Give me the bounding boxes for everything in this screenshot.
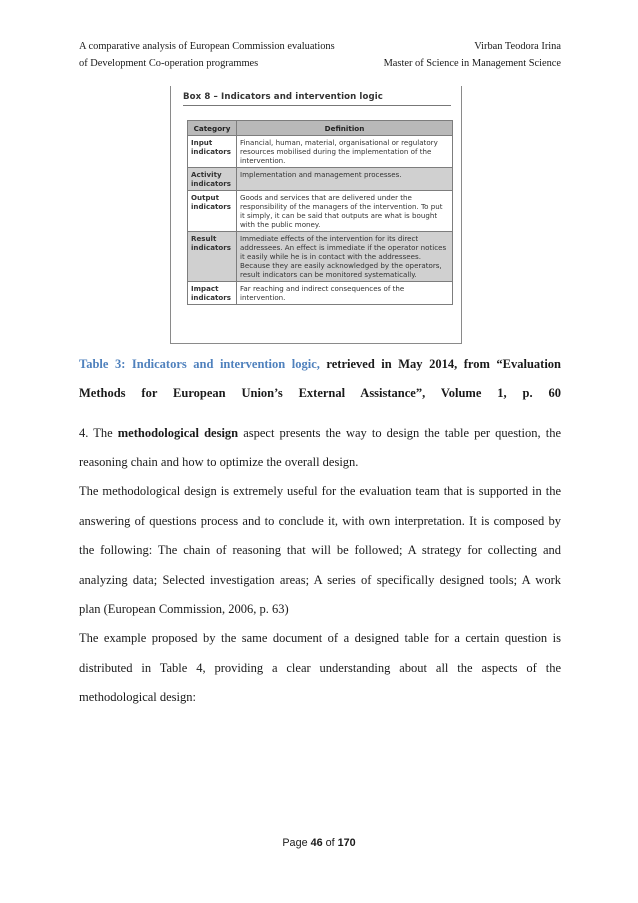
header-title-line1: A comparative analysis of European Commission evaluations — [79, 41, 335, 52]
category-cell — [188, 168, 237, 191]
table-caption-line1 — [79, 357, 561, 372]
paragraph-3-line1: The example proposed by the same document of a designed table for a certain question is — [79, 631, 561, 645]
definition-cell — [237, 191, 453, 232]
paragraph-2-line1: The methodological design is extremely useful for the evaluation team that is supported in the — [79, 484, 561, 498]
definition-text: Immediate effects of the intervention for its direct — [240, 234, 419, 243]
definition-cell — [237, 282, 453, 305]
paragraph-2-line2: answering of questions process and to conclude it, with own interpretation. It is composed by — [79, 514, 561, 528]
paragraph-3-line2: distributed in Table 4, providing a clear understanding about all the aspects of the — [79, 661, 561, 675]
definition-text: responsibility of the managers of the intervention. To put — [240, 202, 443, 211]
definition-text: intervention. — [240, 293, 286, 302]
definition-text: addressees. An effect is immediate if the operator notices — [240, 243, 447, 252]
definition-cell — [237, 168, 453, 191]
definition-text: intervention. — [240, 156, 286, 165]
table-row — [188, 136, 453, 168]
paragraph-1-line1: 4. The methodological design aspect presents the way to design the table per question, the — [79, 426, 561, 440]
paragraph-2-line5: plan (European Commission, 2006, p. 63) — [79, 602, 289, 616]
category-cell — [188, 232, 237, 282]
category-cell — [188, 282, 237, 305]
definition-text: Financial, human, material, organisational or regulatory — [240, 138, 438, 147]
table-caption-line2: Methods for European Union’s External Assistance”, Volume 1, p. 60 — [79, 386, 561, 400]
category-text: Input — [191, 138, 213, 147]
table-caption-source: retrieved in May 2014, from “Evaluation — [319, 357, 562, 371]
page-footer: Page 46 of 170 — [282, 837, 356, 849]
table-row — [188, 282, 453, 305]
category-text: indicators — [191, 202, 231, 211]
header-degree: Master of Science in Management Science — [383, 58, 561, 69]
definition-cell — [237, 232, 453, 282]
definition-cell — [237, 136, 453, 168]
figure-title-rule — [183, 105, 451, 106]
definition-text: Because they are easily acknowledged by the operators, — [240, 261, 442, 270]
category-cell — [188, 136, 237, 168]
header-title-line2: of Development Co-operation programmes — [79, 58, 259, 69]
table-header-row — [188, 121, 453, 136]
paragraph-3-line3: methodological design: — [79, 690, 196, 704]
column-header-category: Category — [188, 121, 237, 136]
paragraph-2-line3: the following: The chain of reasoning that will be followed; A strategy for collecting and — [79, 543, 561, 557]
paragraph-1-line2: reasoning chain and how to optimize the overall design. — [79, 455, 359, 469]
category-text: indicators — [191, 293, 231, 302]
term-methodological-design: methodological design — [117, 426, 239, 440]
category-text: indicators — [191, 179, 231, 188]
paragraph-2-line4: analyzing data; Selected investigation areas; A series of specifically designed tools; A work — [79, 573, 561, 587]
category-text: Result — [191, 234, 217, 243]
indicators-table — [187, 120, 453, 305]
category-text: Activity — [191, 170, 222, 179]
column-header-definition: Definition — [237, 121, 453, 136]
table-row — [188, 191, 453, 232]
category-text: Output — [191, 193, 219, 202]
definition-text: with the public money. — [240, 220, 321, 229]
definition-text: Goods and services that are delivered under the — [240, 193, 412, 202]
category-text: Impact — [191, 284, 219, 293]
definition-text: Implementation and management processes. — [240, 170, 402, 179]
figure-box — [170, 86, 462, 344]
figure-title: Box 8 – Indicators and intervention logic — [183, 92, 383, 102]
total-pages: 170 — [337, 837, 356, 849]
table-caption-label: Table 3: Indicators and intervention logic, — [79, 357, 320, 371]
category-cell — [188, 191, 237, 232]
header-author: Virban Teodora Irina — [474, 41, 561, 52]
category-text: indicators — [191, 243, 231, 252]
definition-text: it simply, it can be said that outputs are what is bought — [240, 211, 438, 220]
definition-text: resources mobilised during the implementation of the — [240, 147, 432, 156]
table-row — [188, 168, 453, 191]
page-number: 46 — [310, 837, 323, 849]
definition-text: Far reaching and indirect consequences of the — [240, 284, 405, 293]
definition-text: result indicators can be monitored systematically. — [240, 270, 417, 279]
definition-text: it easily while he is in contact with the addressees. — [240, 252, 421, 261]
table-row — [188, 232, 453, 282]
category-text: indicators — [191, 147, 231, 156]
